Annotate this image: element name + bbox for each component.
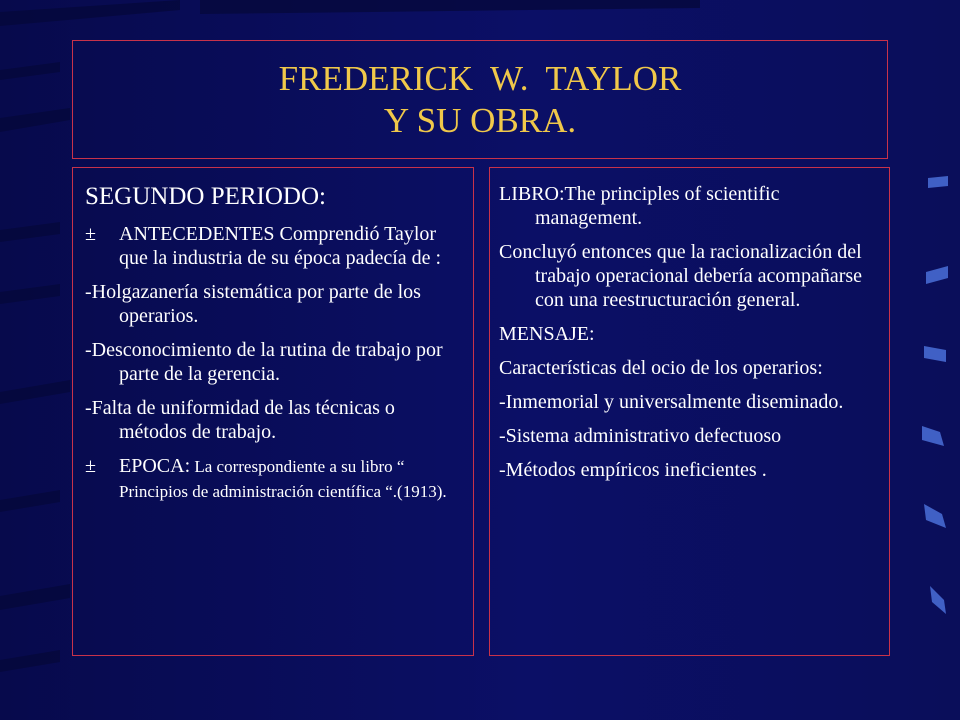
list-item: -Inmemorial y universalmente diseminado.: [499, 391, 844, 413]
slide-title-line-1: FREDERICK W. TAYLOR: [278, 59, 682, 98]
antecedentes-text: ANTECEDENTES Comprendió Taylor que la industria de su época padecía de :: [119, 223, 442, 269]
epoca-text: La correspondiente a su libro “ Principios de administración científica “.(1913).: [119, 457, 447, 501]
left-content-panel: [72, 167, 474, 656]
plus-minus-bullet-icon: ±: [85, 455, 96, 477]
slide-title-line-2: Y SU OBRA.: [383, 101, 577, 140]
epoca-bullet: [85, 454, 465, 504]
list-item: -Holgazanería sistemática por parte de los operarios.: [85, 281, 421, 327]
list-item: -Desconocimiento de la rutina de trabajo por parte de la gerencia.: [85, 339, 443, 385]
conclusion-item: Concluyó entonces que la racionalización del trabajo operacional debería acompañarse con una reestructuración general.: [499, 241, 863, 311]
slide-title-box: [72, 40, 888, 159]
epoca-label: EPOCA:: [119, 455, 191, 477]
segundo-periodo-heading: SEGUNDO PERIODO:: [85, 183, 326, 210]
list-item: Características del ocio de los operarios:: [499, 357, 823, 379]
list-item: -Falta de uniformidad de las técnicas o métodos de trabajo.: [85, 397, 395, 443]
list-item: -Sistema administrativo defectuoso: [499, 425, 782, 447]
plus-minus-bullet-icon: ±: [85, 223, 96, 245]
list-item: -Métodos empíricos ineficientes .: [499, 459, 767, 481]
mensaje-label: MENSAJE:: [499, 323, 595, 345]
right-content-panel: [489, 167, 890, 656]
libro-item: LIBRO:The principles of scientific management.: [499, 183, 780, 229]
antecedentes-bullet: [85, 222, 465, 270]
